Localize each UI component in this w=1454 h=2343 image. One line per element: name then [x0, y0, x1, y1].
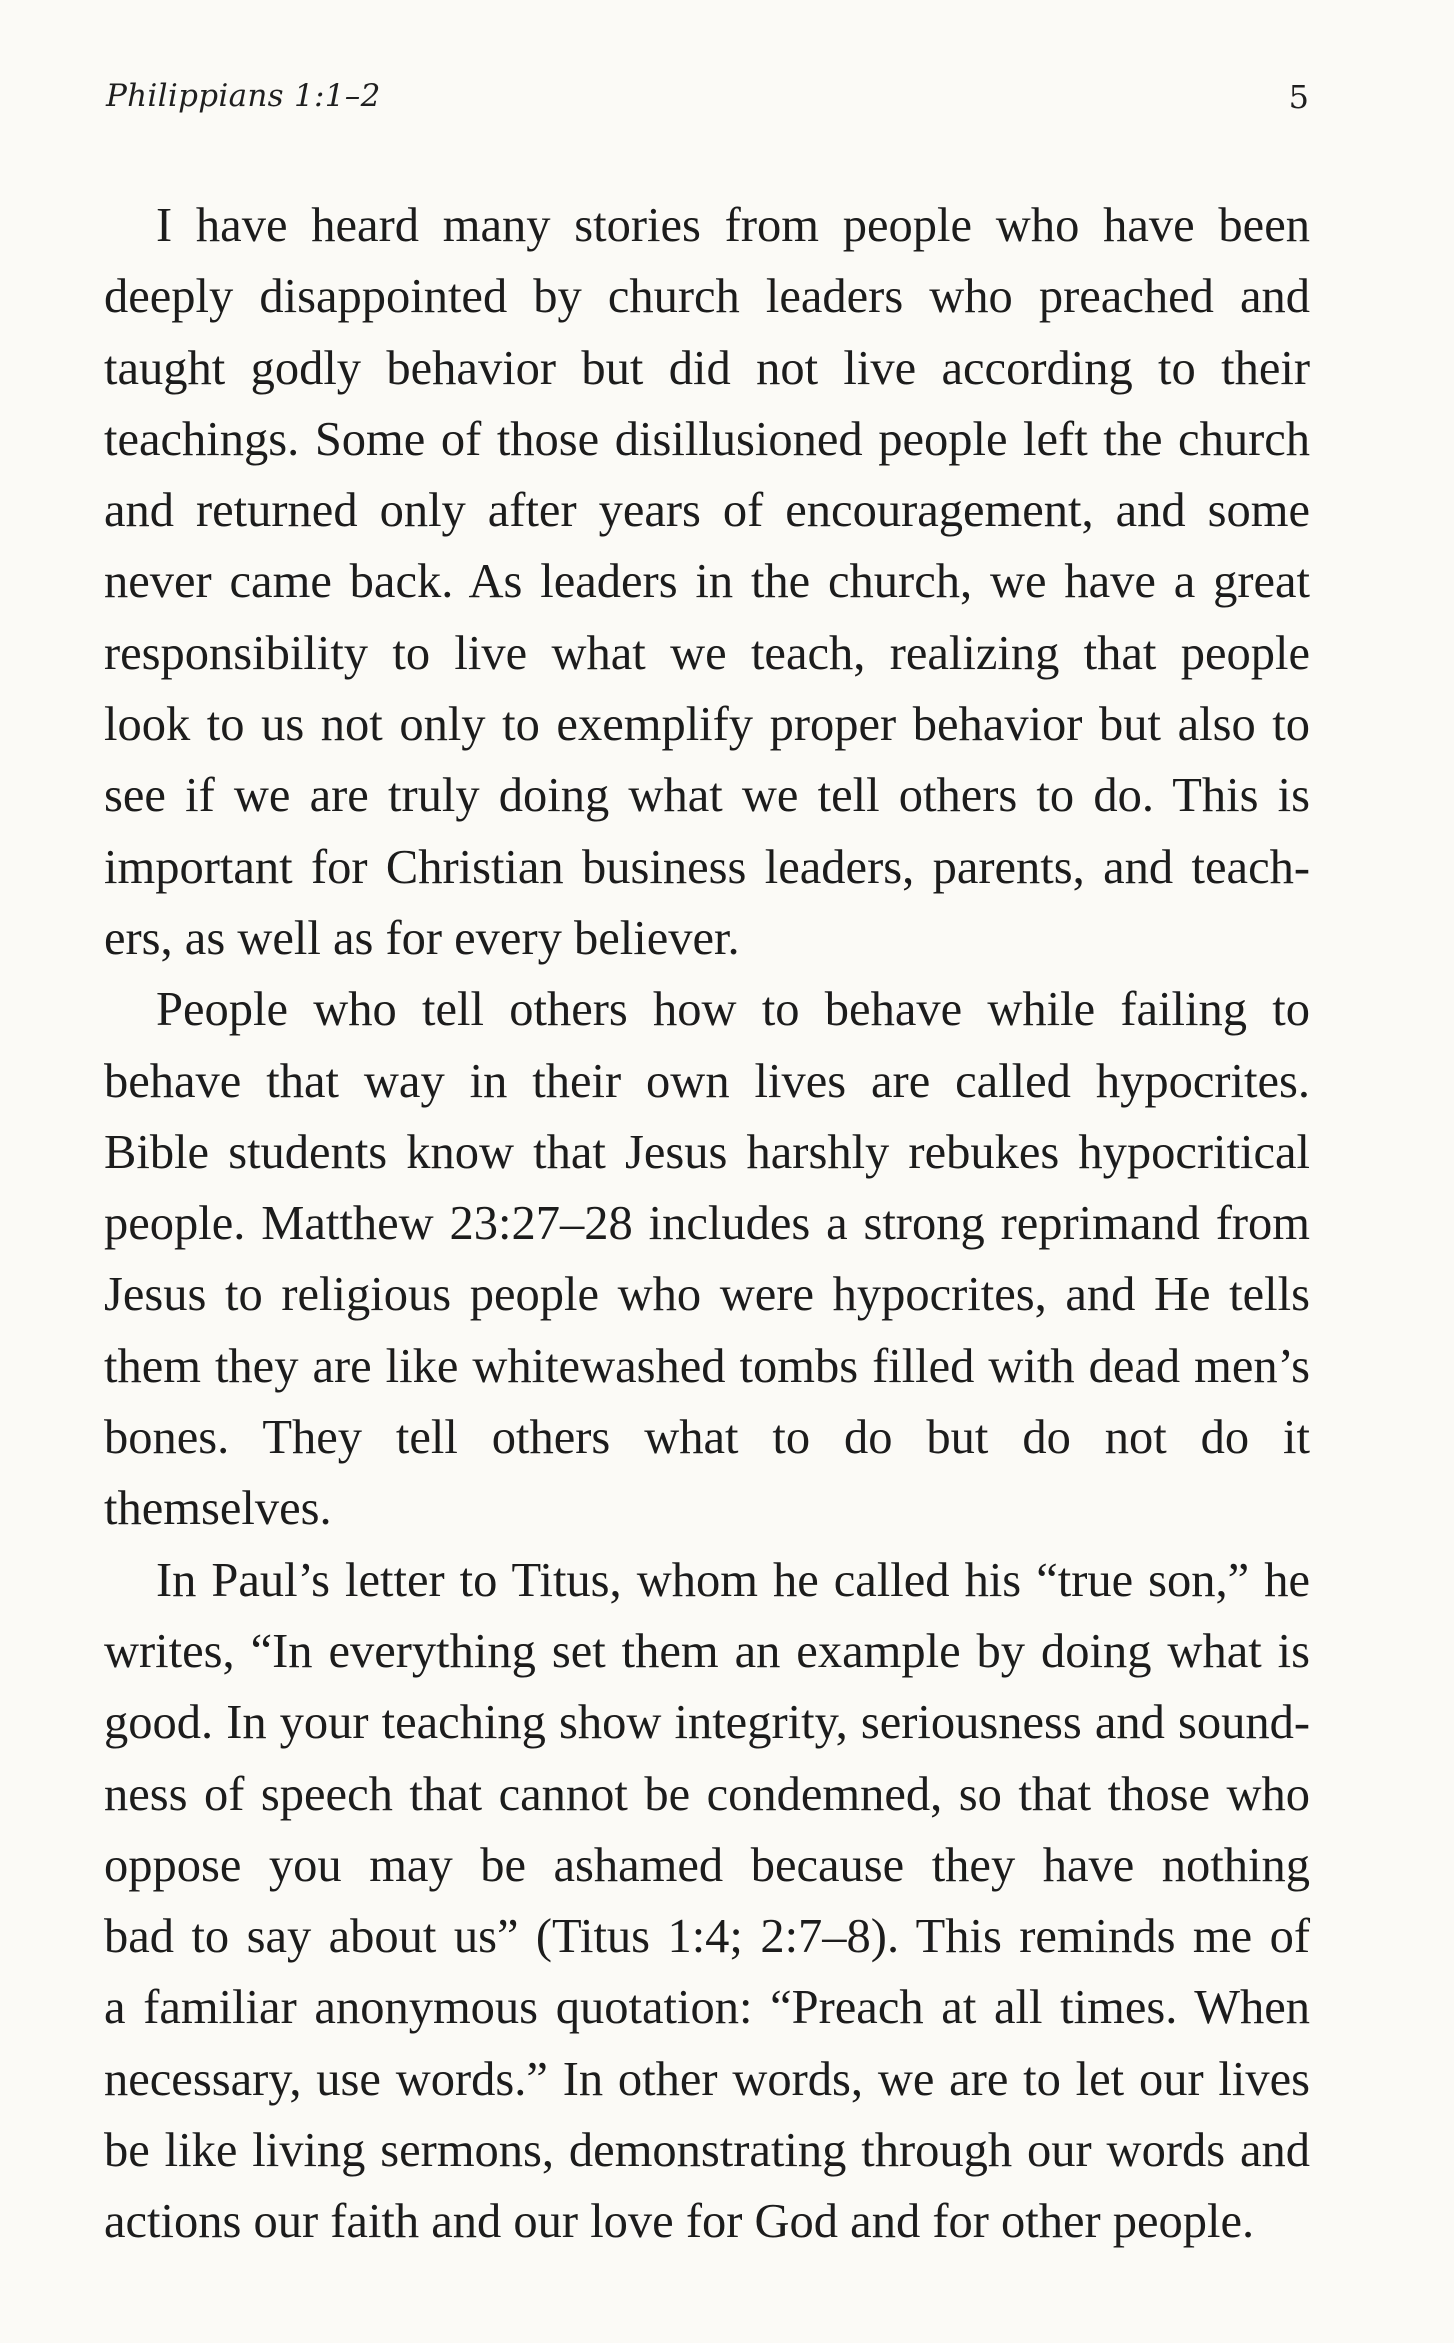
text-line: necessary, use words.” In other words, we are to let our lives [104, 2052, 1310, 2106]
text-line: people. Matthew 23:27–28 includes a strong reprimand from [104, 1197, 1310, 1251]
text-line: look to us not only to exemplify proper behavior but also to [104, 698, 1310, 752]
text-line: writes, “In everything set them an example by doing what is [104, 1624, 1310, 1678]
text-line: deeply disappointed by church leaders who preached and [104, 270, 1310, 324]
text-line: see if we are truly doing what we tell others to do. This is [104, 769, 1310, 823]
body-text [104, 190, 1310, 2258]
text-line: In Paul’s letter to Titus, whom he called his “true son,” he [156, 1553, 1310, 1607]
text-line: actions our faith and our love for God and for other people. [104, 2195, 1255, 2249]
text-line: never came back. As leaders in the church, we have a great [104, 555, 1310, 609]
running-title: Philippians 1:1–2 [106, 78, 381, 114]
page-number: 5 [1288, 78, 1309, 116]
text-line: oppose you may be ashamed because they have nothing [104, 1838, 1310, 1892]
text-line: be like living sermons, demonstrating through our words and [104, 2124, 1310, 2178]
text-line: and returned only after years of encouragement, and some [104, 484, 1310, 538]
text-line: important for Christian business leaders, parents, and teach- [104, 840, 1310, 894]
text-line: I have heard many stories from people who have been [156, 199, 1310, 252]
text-line: Bible students know that Jesus harshly rebukes hypocritical [104, 1125, 1310, 1179]
text-line: good. In your teaching show integrity, seriousness and sound- [104, 1696, 1310, 1750]
text-line: bad to say about us” (Titus 1:4; 2:7–8). This reminds me of [104, 1910, 1310, 1964]
text-line: behave that way in their own lives are called hypocrites. [104, 1054, 1310, 1108]
text-line: teachings. Some of those disillusioned people left the church [104, 412, 1310, 466]
text-line: taught godly behavior but did not live according to their [104, 341, 1310, 395]
running-head [106, 78, 1309, 128]
text-line: bones. They tell others what to do but do not do it themselves. [104, 1411, 1310, 1536]
paragraph-1 [104, 190, 1310, 974]
paragraph-2 [104, 974, 1310, 1544]
paragraph-3 [104, 1545, 1310, 2258]
text-line: People who tell others how to behave while failing to [156, 983, 1310, 1037]
text-line: responsibility to live what we teach, realizing that people [104, 626, 1310, 680]
text-line: a familiar anonymous quotation: “Preach at all times. When [104, 1981, 1310, 2035]
text-line: Jesus to religious people who were hypocrites, and He tells [104, 1268, 1310, 1322]
text-line: ness of speech that cannot be condemned, so that those who [104, 1767, 1310, 1821]
text-line: ers, as well as for every believer. [104, 911, 740, 965]
text-line: them they are like whitewashed tombs filled with dead men’s [104, 1339, 1310, 1393]
